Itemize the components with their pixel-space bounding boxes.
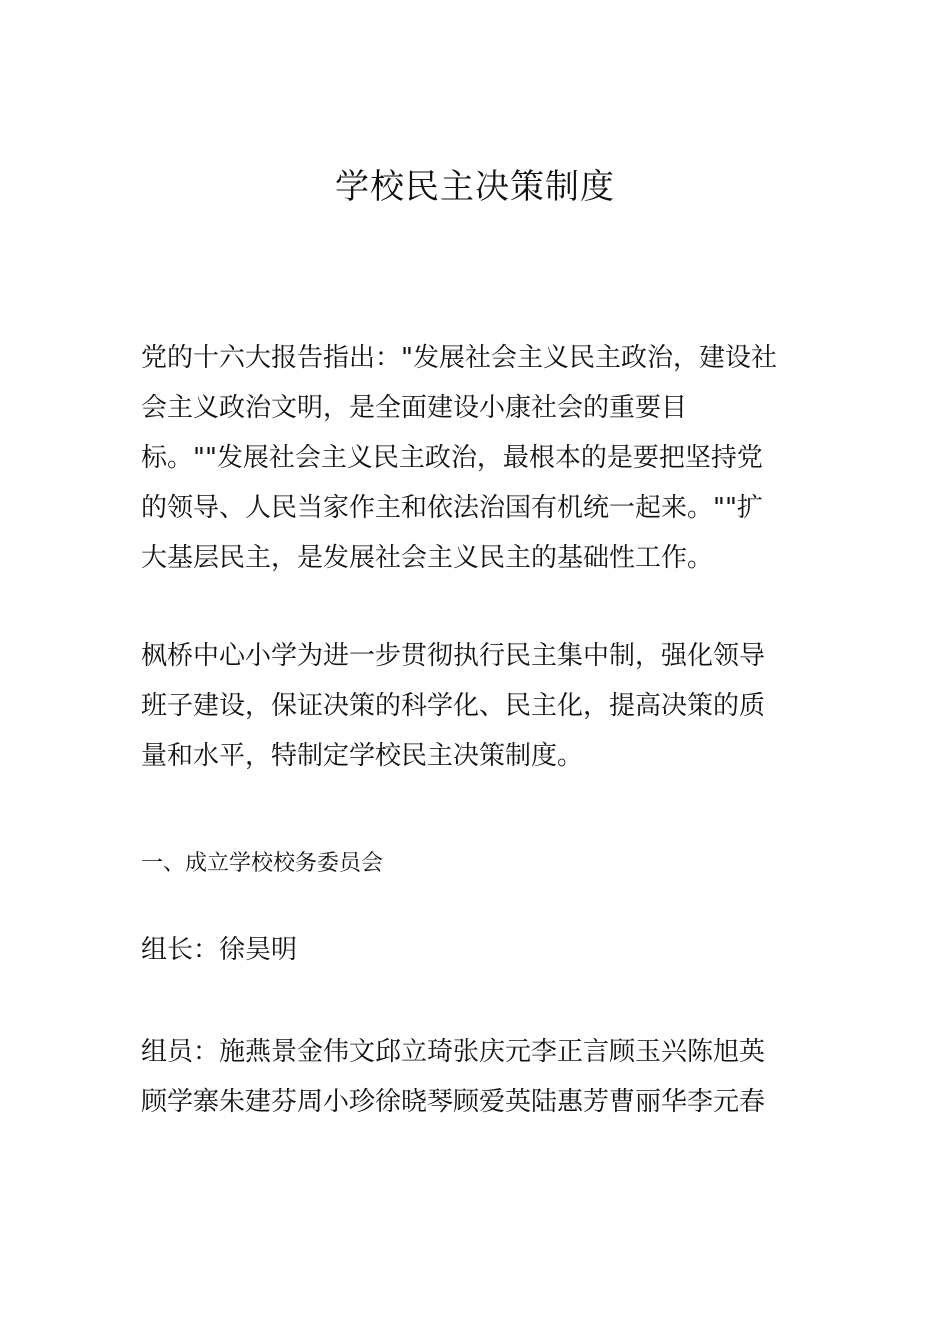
members-line: 组员：施燕景金伟文邱立琦张庆元李正言顾玉兴陈旭英 bbox=[141, 1037, 766, 1067]
paragraph-line: 班子建设，保证决策的科学化、民主化，提高决策的质 bbox=[141, 691, 766, 721]
leader-line: 组长：徐昊明 bbox=[141, 935, 298, 965]
section-heading: 一、成立学校校务委员会 bbox=[141, 851, 384, 876]
document-title: 学校民主决策制度 bbox=[335, 167, 615, 207]
paragraph-line: 会主义政治文明，是全面建设小康社会的重要目 bbox=[141, 393, 688, 423]
members-list bbox=[141, 1027, 765, 1127]
paragraph-line: 党的十六大报告指出："发展社会主义民主政治，建设社 bbox=[141, 343, 777, 373]
paragraph-line: 大基层民主，是发展社会主义民主的基础性工作。 bbox=[141, 543, 714, 573]
paragraph-line: 量和水平，特制定学校民主决策制度。 bbox=[141, 741, 584, 771]
intro-paragraph bbox=[141, 333, 826, 583]
members-line: 顾学寨朱建芬周小珍徐晓琴顾爱英陆惠芳曹丽华李元春 bbox=[141, 1087, 766, 1117]
paragraph-line: 的领导、人民当家作主和依法治国有机统一起来。""扩 bbox=[141, 493, 763, 523]
paragraph-line: 枫桥中心小学为进一步贯彻执行民主集中制，强化领导 bbox=[141, 641, 766, 671]
purpose-paragraph bbox=[141, 631, 826, 781]
paragraph-line: 标。""发展社会主义民主政治，最根本的是要把坚持党 bbox=[141, 443, 763, 473]
